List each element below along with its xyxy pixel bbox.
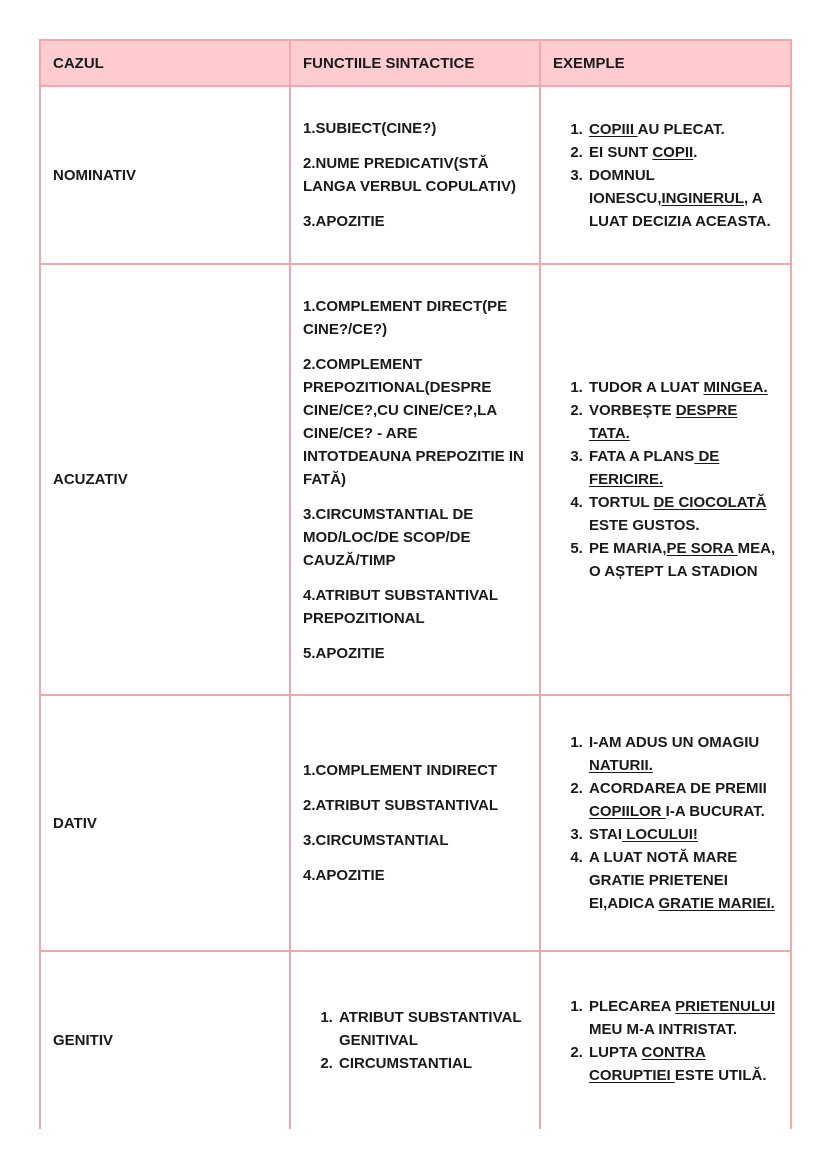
example-item [587,118,778,141]
example-text: ESTE GUSTOS. [589,517,700,534]
underlined-term: DESPRE TATA. [589,402,738,442]
examples [540,86,791,264]
function-item: 5.APOZITIE [303,644,385,662]
header-exemple: EXEMPLE [540,40,791,86]
table-row [40,951,791,1129]
syntactic-functions [290,264,540,695]
example-text: FATA A PLANS [589,448,695,465]
case-name: NOMINATIV [40,86,290,264]
example-item [587,995,778,1041]
function-item: 1.SUBIECT(CINE?) [303,120,437,137]
example-text: , A LUAT DECIZIA ACEASTA. [589,189,771,230]
example-text: I-AM ADUS UN OMAGIU [589,734,760,751]
function-item: 3.CIRCUMSTANTIAL [303,832,449,849]
function-item: 4.ATRIBUT SUBSTANTIVAL PREPOZITIONAL [303,586,498,627]
underlined-term: DE FERICIRE. [589,448,720,488]
underlined-term: COPIILOR [589,803,666,820]
grammar-cases-table [39,39,792,1129]
syntactic-functions [290,695,540,951]
example-item [587,777,778,823]
example-text: . [693,143,698,161]
table-row [40,264,791,695]
example-text: TORTUL [589,494,654,511]
example-text: EI SUNT [589,143,653,161]
example-text: I-A BUCURAT. [665,803,765,820]
examples [540,951,791,1129]
function-item: 1.COMPLEMENT DIRECT(PE CINE?/CE?) [303,297,508,338]
function-item: 3.APOZITIE [303,213,385,230]
example-item [587,445,778,491]
table-row [40,86,791,264]
header-cazul: CAZUL [40,40,290,86]
example-text: STAI [589,826,623,843]
function-item: 1.COMPLEMENT INDIRECT [303,762,498,779]
syntactic-functions [290,951,540,1129]
header-row [40,40,791,86]
example-text: PLECAREA [589,997,676,1015]
example-text: MEA, O AȘTEPT LA STADION [589,540,776,580]
syntactic-functions [290,86,540,264]
example-item [587,141,778,164]
underlined-term: COPII [652,143,694,161]
underlined-term: INGINERUL [661,189,745,207]
underlined-term: DE CIOCOLATĂ [653,494,767,511]
example-item [587,537,778,583]
underlined-term: LOCULUI! [622,826,698,843]
function-item: 4.APOZITIE [303,867,385,884]
examples [540,264,791,695]
underlined-term: PRIETENULUI [675,997,776,1015]
example-item [587,1041,778,1087]
function-item: 2. CIRCUMSTANTIAL [337,1052,527,1075]
example-item [587,823,778,846]
examples [540,695,791,951]
example-item [587,399,778,445]
example-item [587,491,778,537]
example-item [587,846,778,915]
example-item [587,376,778,399]
example-text: PE MARIA, [589,540,667,557]
example-item [587,164,778,233]
function-item: 2.ATRIBUT SUBSTANTIVAL [303,797,498,814]
case-name: DATIV [40,695,290,951]
case-name: GENITIV [40,951,290,1129]
function-item: 3.CIRCUMSTANTIAL DE MOD/LOC/DE SCOP/DE CAUZĂ/TIMP [303,505,474,569]
underlined-term: CONTRA CORUPTIEI [589,1043,706,1084]
case-name: ACUZATIV [40,264,290,695]
example-text: ESTE UTILĂ. [674,1066,767,1084]
example-text: TUDOR A LUAT [589,379,704,396]
underlined-term: MINGEA. [703,379,768,396]
underlined-term: PE SORA [666,540,738,557]
example-text: MEU M-A INTRISTAT. [589,1020,738,1038]
underlined-term: NATURII. [589,757,653,774]
header-functii: FUNCTIILE SINTACTICE [290,40,540,86]
example-text: ACORDAREA DE PREMII [589,780,767,797]
function-item: 2.COMPLEMENT PREPOZITIONAL(DESPRE CINE/CE?,CU CINE/CE?,LA CINE/CE? - ARE INTOTDEAUNA PREPOZITIE IN FATĂ) [303,355,524,488]
example-text: DOMNUL IONESCU, [589,166,662,207]
table-row [40,695,791,951]
underlined-term: COPIII [589,120,638,138]
example-text: A LUAT NOTĂ MARE GRATIE PRIETENEI EI,ADICA [589,849,738,912]
example-text: VORBEȘTE [589,402,676,419]
function-item: 1. ATRIBUT SUBSTANTIVAL GENITIVAL [337,1006,527,1052]
example-item [587,731,778,777]
underlined-term: GRATIE MARIEI. [658,895,775,912]
example-text: AU PLECAT. [637,120,725,138]
example-text: LUPTA [589,1043,642,1061]
function-item: 2.NUME PREDICATIV(STĂ LANGA VERBUL COPULATIV) [303,155,517,195]
